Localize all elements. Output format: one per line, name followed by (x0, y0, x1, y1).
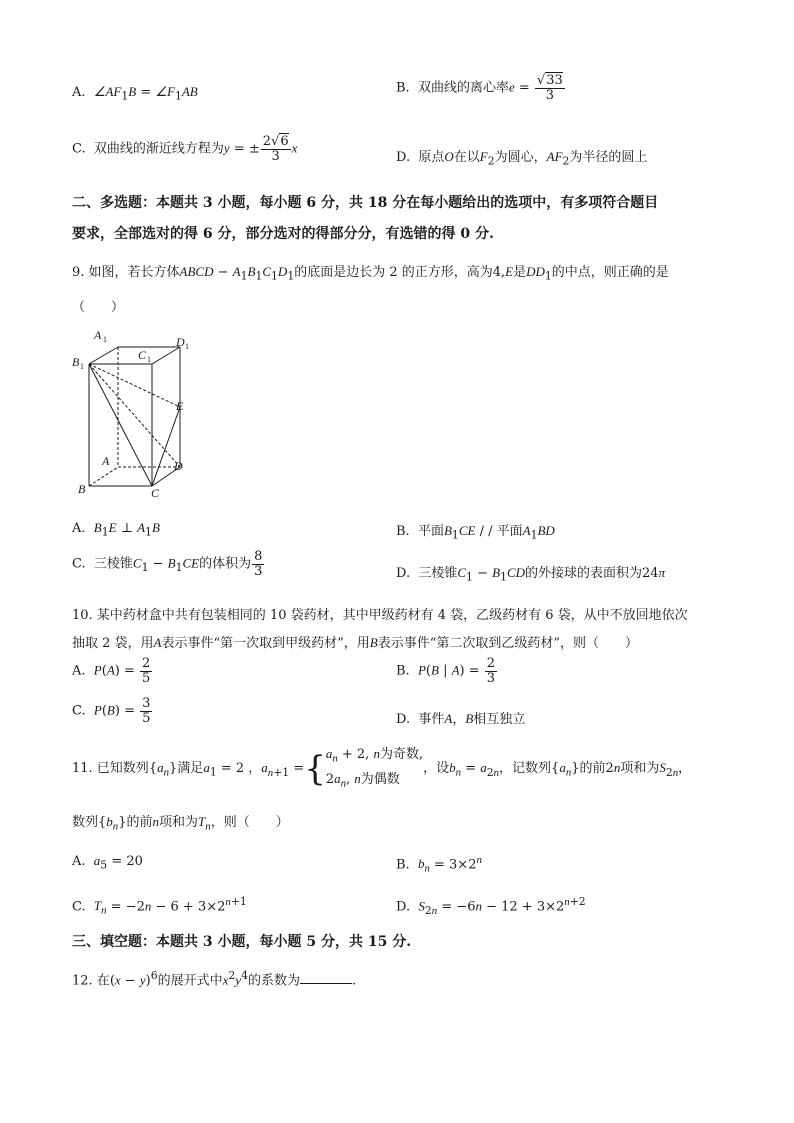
q9-stem: 9. 如图，若长方体ABCD − $A_1B_1C_1D_1$的底面是边长为 2 的正方形，高为4,E是$DD_1$的中点，则正确的是 (72, 264, 669, 283)
svg-text:1: 1 (147, 355, 151, 364)
q11-option-a: A. $a_5 = 20$ (72, 853, 143, 872)
q10-option-a: A. P(A) = $\frac{2}{5}$ (72, 656, 151, 686)
section2-heading-line1: 二、多选题：本题共 3 小题，每小题 6 分，共 18 分在每小题给出的选项中，有多项符合题目 (72, 195, 659, 211)
q10-option-c: C. P(B) = $\frac{3}{5}$ (72, 696, 151, 726)
label-B1: B (72, 355, 80, 369)
q11-stem-line2: 数列$\{b_n\}$的前n项和为$T_n$，则（ ） (72, 814, 289, 833)
q12-stem: 12. 在$(x - y)^6$的展开式中$x^2y^4$的系数为 . (72, 969, 357, 989)
q10-option-b: B. P(B | A) = $\frac{2}{3}$ (396, 656, 496, 686)
svg-text:1: 1 (185, 342, 189, 351)
q9-option-a: A. $B_1E$ ⊥ $A_1B$ (72, 520, 160, 539)
q9-figure (68, 325, 198, 500)
q11-option-b: B. $b_n = 3\times 2^n$ (396, 854, 482, 875)
q11-stem-line1: 11. 已知数列$\{a_n\}$满足$a_1 = 2$ ，$a_{n+1} =\{a_n + 2$, n为奇数, $2a_n$, n为偶数，设$b_n = a_{2n}$，记数列$\{a_n\}$的前2n项和为$S_{2n}$， (72, 746, 692, 790)
q9-answer-paren: （ ） (72, 300, 125, 315)
label-A: A (102, 454, 110, 468)
q11-option-c: C. $T_n = -2n - 6 + 3\times 2^{n+1}$ (72, 895, 247, 917)
label-D1: D (176, 335, 185, 349)
q8-option-a: A. $\angle AF_1B$ = $\angle F_1AB$ (72, 84, 198, 103)
label-A1: A (94, 328, 102, 342)
q9-option-d: D. 三棱锥$C_1 - B_1CD$的外接球的表面积为24π (396, 565, 666, 584)
svg-text:1: 1 (103, 335, 107, 344)
label-B: B (78, 482, 86, 496)
label-E: E (176, 399, 184, 413)
answer-blank[interactable] (300, 971, 352, 984)
q10-stem-line1: 10. 某中药材盒中共有包装相同的 10 袋药材，其中甲级药材有 4 袋，乙级药材有 6 袋，从中不放回地依次 (72, 608, 688, 623)
q9-option-c: C. 三棱锥$C_1 - B_1CE$的体积为 $\frac{8}{3}$ (72, 549, 263, 579)
label-D: D (174, 459, 183, 473)
q8-option-c: C. 双曲线的渐近线方程为y = ± $\frac{2√6}{3}$ x (72, 134, 298, 164)
svg-text:1: 1 (80, 362, 84, 371)
section2-heading-line2: 要求，全部选对的得 6 分，部分选对的得部分分，有选错的得 0 分. (72, 226, 494, 242)
q8-option-b: B. 双曲线的离心率e = $\frac{√33}{3}$ (396, 73, 563, 103)
label-C1: C (138, 348, 147, 362)
q10-option-d: D. 事件A，B相互独立 (396, 711, 526, 727)
q10-stem-line2: 抽取 2 袋，用A表示事件“第一次取到甲级药材”，用B表示事件“第二次取到乙级药材”，则（ ） (72, 635, 639, 651)
label-C: C (151, 486, 160, 500)
q8-option-d: D. 原点O在以$F_2$为圆心，$AF_2$为半径的圆上 (396, 149, 648, 168)
q11-option-d: D. $S_{2n} = -6n - 12 + 3\times 2^{n+2}$ (396, 895, 586, 917)
q9-option-b: B. 平面$B_1CE$ / / 平面$A_1BD$ (396, 523, 555, 542)
section3-heading: 三、填空题：本题共 3 小题，每小题 5 分，共 15 分. (72, 934, 412, 950)
